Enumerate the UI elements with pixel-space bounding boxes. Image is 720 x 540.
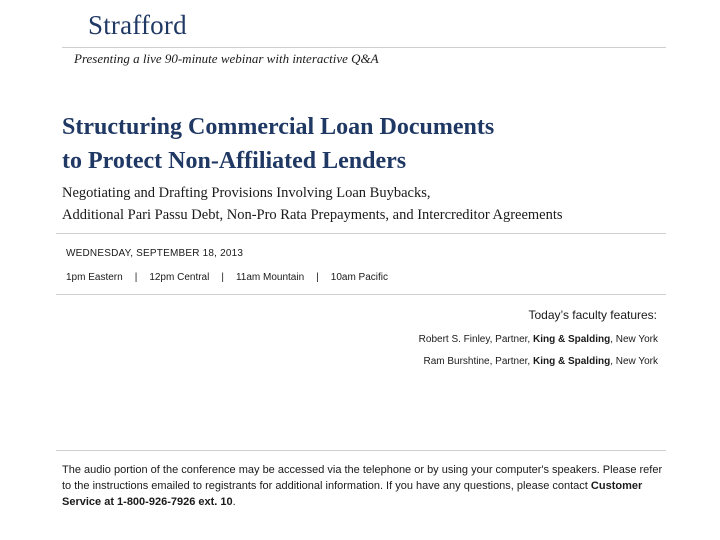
customer-service-contact: Customer Service at 1-800-926-7926 ext. 10 <box>62 480 643 508</box>
webinar-title <box>62 110 702 178</box>
header-divider <box>62 47 666 48</box>
subtitle-line-1: Negotiating and Drafting Provisions Involving Loan Buybacks, <box>62 185 431 201</box>
time-mountain: 11am Mountain <box>235 272 305 283</box>
time-separator: | <box>221 272 224 283</box>
time-separator: | <box>316 272 319 283</box>
footer-text: The audio portion of the conference may be accessed via the telephone or by using your computer's speakers. Please refer to the instructions emailed to registrants for additional information. If you have any questions, please contact <box>62 464 663 492</box>
faculty-firm: King & Spalding <box>532 334 611 345</box>
title-line-1: Structuring Commercial Loan Documents <box>62 114 495 140</box>
time-separator: | <box>134 272 138 283</box>
webinar-tagline: Presenting a live 90-minute webinar with interactive Q&A <box>74 51 379 66</box>
audio-instructions <box>62 462 672 510</box>
webinar-subtitle <box>62 182 712 226</box>
faculty-member <box>419 334 658 345</box>
faculty-name-title: Ram Burshtine, Partner, <box>423 356 533 367</box>
time-eastern: 1pm Eastern <box>66 272 123 283</box>
faculty-location: , New York <box>610 356 658 367</box>
faculty-member <box>423 356 658 367</box>
webinar-date: WEDNESDAY, SEPTEMBER 18, 2013 <box>66 248 244 259</box>
schedule-top-divider <box>56 233 666 234</box>
time-central: 12pm Central <box>149 272 210 283</box>
footer-divider <box>56 450 666 451</box>
webinar-times <box>66 272 388 283</box>
schedule-bottom-divider <box>56 294 666 295</box>
faculty-name-title: Robert S. Finley, Partner, <box>418 334 533 345</box>
time-pacific: 10am Pacific <box>330 272 389 283</box>
faculty-location: , New York <box>610 334 658 345</box>
faculty-heading: Today’s faculty features: <box>528 308 657 322</box>
strafford-logo: Strafford <box>88 10 187 40</box>
faculty-firm: King & Spalding <box>532 356 611 367</box>
subtitle-line-2: Additional Pari Passu Debt, Non-Pro Rata Prepayments, and Intercreditor Agreements <box>62 207 563 223</box>
title-line-2: to Protect Non-Affiliated Lenders <box>62 148 407 174</box>
footer-end: . <box>232 496 236 508</box>
